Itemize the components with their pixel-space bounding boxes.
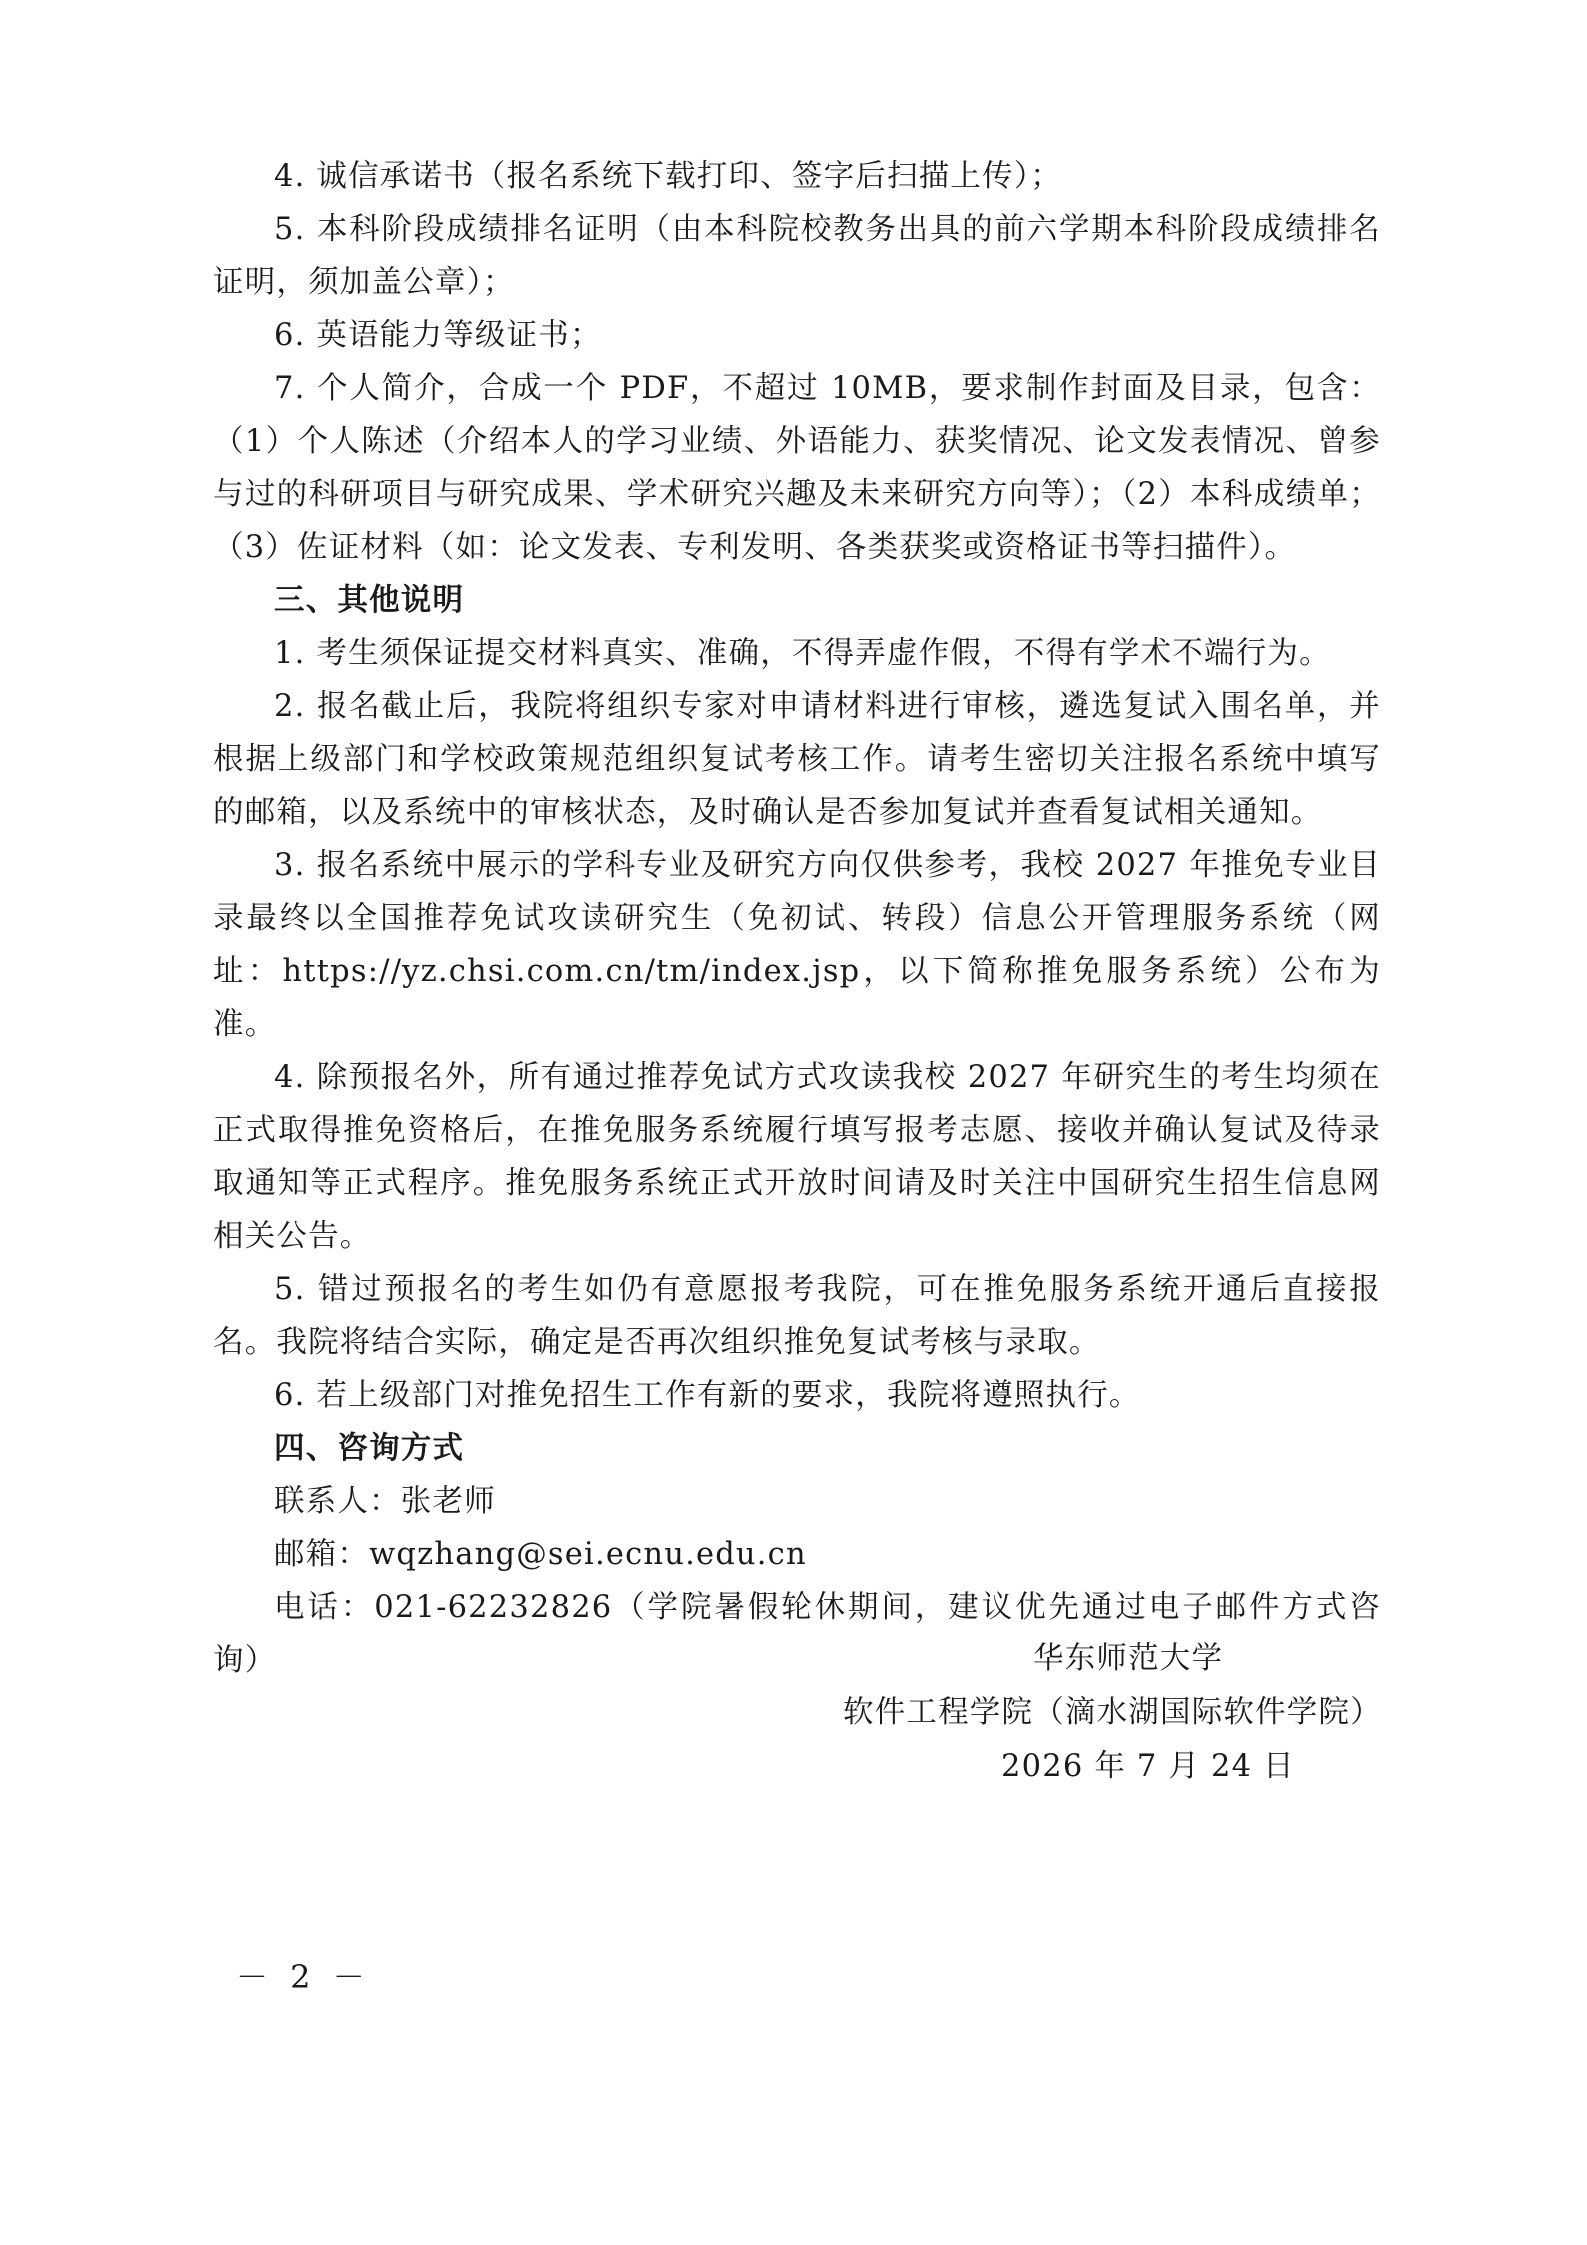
note-item-5: 5. 错过预报名的考生如仍有意愿报考我院，可在推免服务系统开通后直接报名。我院将结合实际，确定是否再次组织推免复试考核与录取。 bbox=[213, 1272, 1381, 1360]
material-item-7: 7. 个人简介，合成一个 PDF，不超过 10MB，要求制作封面及目录，包含：（1）个人陈述（介绍本人的学习业绩、外语能力、获奖情况、论文发表情况、曾参与过的科研项目与研究成果、学术研究兴趣及未来研究方向等）；（2）本科成绩单；（3）佐证材料（如：论文发表、专利发明、各类获奖或资格证书等扫描件）。 bbox=[213, 371, 1381, 565]
note-item-6: 6. 若上级部门对推免招生工作有新的要求，我院将遵照执行。 bbox=[274, 1378, 1141, 1413]
material-item-4: 4. 诚信承诺书（报名系统下载打印、签字后扫描上传）； bbox=[274, 159, 1062, 194]
note-item-2: 2. 报名截止后，我院将组织专家对申请材料进行审核，遴选复试入围名单，并根据上级部门和学校政策规范组织复试考核工作。请考生密切关注报名系统中填写的邮箱，以及系统中的审核状态，及时确认是否参加复试并查看复试相关通知。 bbox=[213, 689, 1381, 830]
contact-phone: 电话：021-62232826（学院暑假轮休期间，建议优先通过电子邮件方式咨询） bbox=[213, 1590, 1381, 1678]
page-number: － 2 － bbox=[236, 1958, 371, 1996]
contact-person: 联系人：张老师 bbox=[274, 1484, 496, 1519]
note-item-1: 1. 考生须保证提交材料真实、准确，不得弄虚作假，不得有学术不端行为。 bbox=[274, 636, 1331, 671]
note-item-4: 4. 除预报名外，所有通过推荐免试方式攻读我校 2027 年研究生的考生均须在正式取得推免资格后，在推免服务系统履行填写报考志愿、接收并确认复试及待录取通知等正式程序。推免服务系统正式开放时间请及时关注中国研究生招生信息网相关公告。 bbox=[213, 1060, 1381, 1254]
section-heading-other-notes: 三、其他说明 bbox=[274, 583, 465, 618]
signature-university: 华东师范大学 bbox=[1033, 1641, 1224, 1676]
signature-block bbox=[213, 1632, 1381, 1794]
document-body bbox=[213, 150, 1381, 1687]
section-heading-contact: 四、咨询方式 bbox=[274, 1431, 465, 1466]
note-item-3: 3. 报名系统中展示的学科专业及研究方向仅供参考，我校 2027 年推免专业目录最终以全国推荐免试攻读研究生（免初试、转段）信息公开管理服务系统（网址：https://yz.chsi.com.cn/tm/index.jsp，以下简称推免服务系统）公布为准。 bbox=[213, 848, 1381, 1042]
material-item-6: 6. 英语能力等级证书； bbox=[274, 318, 602, 353]
material-item-5: 5. 本科阶段成绩排名证明（由本科院校教务出具的前六学期本科阶段成绩排名证明，须加盖公章）； bbox=[213, 212, 1381, 300]
signature-date: 2026 年 7 月 24 日 bbox=[1001, 1749, 1295, 1784]
signature-school: 软件工程学院（滴水湖国际软件学院） bbox=[843, 1695, 1382, 1730]
contact-email: 邮箱：wqzhang@sei.ecnu.edu.cn bbox=[274, 1537, 807, 1572]
